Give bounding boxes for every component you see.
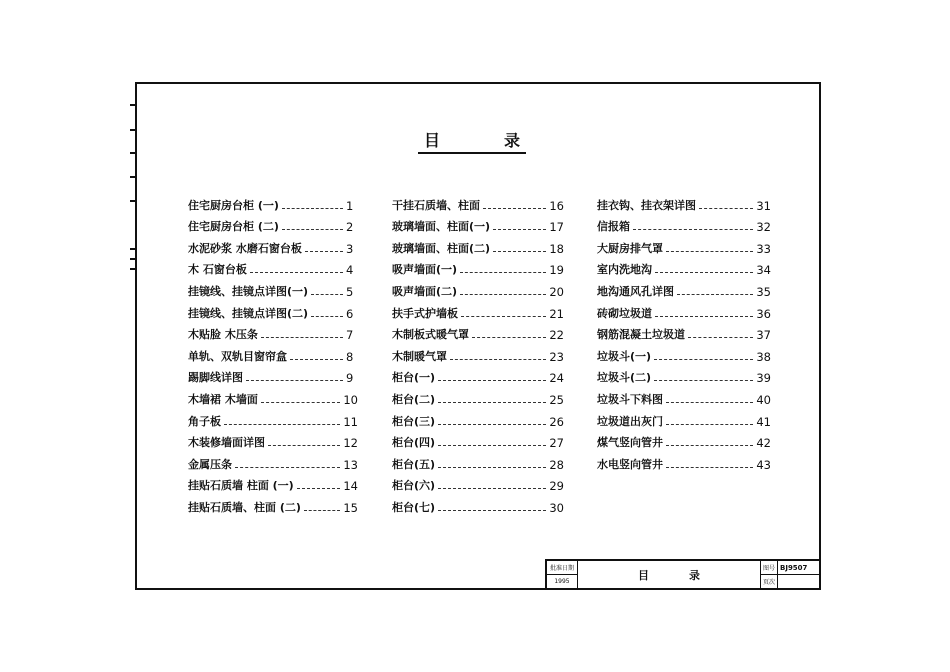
- page-title-right: 录: [503, 130, 520, 150]
- toc-entry-title: 垃圾斗(一): [597, 349, 652, 363]
- toc-entry-title: 柜台(二): [392, 392, 436, 406]
- toc-entry: [392, 342, 564, 364]
- toc-entry-title: 踢脚线详图: [188, 371, 243, 385]
- toc-entry-title: 柜台(五): [392, 457, 436, 471]
- toc-entry: [392, 277, 564, 299]
- toc-leader-line: [438, 488, 546, 489]
- toc-entry: [188, 213, 358, 235]
- toc-leader-line: [311, 294, 343, 295]
- toc-entry-title: 扶手式护墙板: [392, 306, 458, 320]
- toc-entry: [597, 277, 771, 299]
- toc-entry: [188, 385, 358, 407]
- toc-entry-title: 室内洗地沟: [597, 263, 652, 277]
- toc-entry: [597, 213, 771, 235]
- toc-entry-page: 40: [756, 392, 771, 407]
- toc-leader-line: [438, 510, 546, 511]
- toc-entry-page: 33: [756, 241, 771, 256]
- toc-entry: [392, 385, 564, 407]
- toc-entry: [392, 472, 564, 494]
- toc-entry-page: 9: [346, 371, 354, 386]
- toc-entry-page: 34: [756, 263, 771, 278]
- toc-entry: [188, 407, 358, 429]
- atlas-number: BJ9507: [780, 563, 808, 572]
- toc-entry-title: 柜台(一): [392, 371, 436, 385]
- toc-entry-title: 挂衣钩、挂衣架详图: [597, 198, 696, 212]
- toc-entry: [188, 472, 358, 494]
- toc-entry-page: 35: [756, 284, 771, 299]
- toc-leader-line: [688, 337, 753, 338]
- toc-entry: [392, 450, 564, 472]
- toc-entry-page: 5: [346, 284, 354, 299]
- toc-column-3: [597, 191, 771, 472]
- toc-leader-line: [450, 359, 546, 360]
- toc-entry-page: 23: [549, 349, 564, 364]
- toc-entry-title: 木装修墙面详图: [188, 436, 265, 450]
- toc-entry-page: 3: [346, 241, 354, 256]
- toc-entry: [392, 321, 564, 343]
- toc-entry-page: 8: [346, 349, 354, 364]
- toc-entry: [597, 256, 771, 278]
- page-number: [778, 575, 819, 588]
- toc-leader-line: [483, 208, 546, 209]
- toc-leader-line: [666, 424, 753, 425]
- toc-entry-title: 地沟通风孔详图: [597, 284, 674, 298]
- toc-entry: [597, 450, 771, 472]
- toc-entry-page: 19: [549, 263, 564, 278]
- toc-entry-title: 角子板: [188, 414, 221, 428]
- toc-entry-page: 7: [346, 328, 354, 343]
- toc-entry-title: 水电竖向管井: [597, 457, 663, 471]
- toc-entry: [188, 256, 358, 278]
- toc-leader-line: [655, 316, 753, 317]
- margin-tick: [130, 200, 136, 202]
- toc-entry: [188, 429, 358, 451]
- toc-entry-page: 14: [343, 479, 358, 494]
- toc-entry: [597, 299, 771, 321]
- toc-leader-line: [654, 380, 753, 381]
- toc-entry-page: 6: [346, 306, 354, 321]
- title-block: [545, 559, 819, 588]
- toc-entry-title: 吸声墙面(一): [392, 263, 458, 277]
- toc-entry-title: 木 石窗台板: [188, 263, 247, 277]
- toc-entry-page: 25: [549, 392, 564, 407]
- toc-entry-page: 42: [756, 436, 771, 451]
- title-block-meta: [761, 561, 819, 588]
- toc-entry-title: 煤气竖向管井: [597, 436, 663, 450]
- toc-entry: [188, 191, 358, 213]
- toc-entry-page: 26: [549, 414, 564, 429]
- toc-entry-page: 43: [756, 457, 771, 472]
- approval-date-label: 批准日期: [547, 561, 577, 575]
- toc-entry-title: 柜台(四): [392, 436, 436, 450]
- toc-entry-title: 砖砌垃圾道: [597, 306, 652, 320]
- toc-entry-page: 30: [549, 500, 564, 515]
- toc-entry: [188, 321, 358, 343]
- toc-leader-line: [290, 359, 343, 360]
- toc-leader-line: [666, 402, 753, 403]
- margin-tick: [130, 248, 136, 250]
- toc-entry-title: 水泥砂浆 水磨石窗台板: [188, 241, 302, 255]
- toc-leader-line: [311, 316, 343, 317]
- toc-entry-title: 挂贴石质墙 柱面 (一): [188, 479, 294, 493]
- toc-entry-title: 垃圾斗下料图: [597, 392, 663, 406]
- title-block-name: [578, 561, 761, 588]
- toc-entry-page: 11: [343, 414, 358, 429]
- margin-tick: [130, 129, 136, 131]
- toc-entry-title: 木制板式暖气罩: [392, 328, 469, 342]
- toc-entry-title: 挂贴石质墙、柱面 (二): [188, 500, 301, 514]
- toc-entry-title: 住宅厨房台柜 (二): [188, 220, 279, 234]
- toc-entry: [188, 493, 358, 515]
- toc-entry-page: 20: [549, 284, 564, 299]
- toc-entry-title: 柜台(六): [392, 479, 436, 493]
- toc-entry-title: 信报箱: [597, 220, 630, 234]
- toc-entry: [597, 342, 771, 364]
- toc-leader-line: [654, 359, 753, 360]
- toc-leader-line: [261, 337, 343, 338]
- toc-entry-title: 木制暖气罩: [392, 349, 447, 363]
- toc-entry-page: 28: [549, 457, 564, 472]
- toc-entry-page: 31: [756, 198, 771, 213]
- toc-entry-page: 17: [549, 220, 564, 235]
- toc-leader-line: [282, 208, 343, 209]
- toc-entry-page: 4: [346, 263, 354, 278]
- toc-entry-page: 21: [549, 306, 564, 321]
- toc-leader-line: [493, 251, 546, 252]
- toc-entry: [188, 342, 358, 364]
- toc-leader-line: [304, 510, 340, 511]
- toc-column-2: [392, 191, 564, 515]
- toc-entry-page: 27: [549, 436, 564, 451]
- toc-entry: [597, 234, 771, 256]
- toc-leader-line: [460, 294, 546, 295]
- toc-entry-page: 12: [343, 436, 358, 451]
- toc-leader-line: [438, 467, 546, 468]
- toc-leader-line: [235, 467, 340, 468]
- toc-entry: [392, 429, 564, 451]
- toc-entry-page: 22: [549, 328, 564, 343]
- toc-entry-title: 柜台(七): [392, 500, 436, 514]
- toc-entry-page: 37: [756, 328, 771, 343]
- margin-tick: [130, 268, 136, 270]
- toc-leader-line: [246, 380, 343, 381]
- margin-tick: [130, 152, 136, 154]
- toc-entry: [392, 191, 564, 213]
- toc-leader-line: [677, 294, 753, 295]
- toc-entry-page: 29: [549, 479, 564, 494]
- toc-entry-title: 玻璃墙面、柱面(一): [392, 220, 491, 234]
- toc-entry-page: 36: [756, 306, 771, 321]
- toc-entry-title: 钢筋混凝土垃圾道: [597, 328, 685, 342]
- toc-leader-line: [461, 316, 546, 317]
- toc-leader-line: [268, 445, 340, 446]
- toc-entry-title: 金属压条: [188, 457, 232, 471]
- toc-entry: [188, 364, 358, 386]
- toc-leader-line: [655, 272, 753, 273]
- toc-entry-page: 10: [343, 392, 358, 407]
- toc-entry: [188, 299, 358, 321]
- page-number-label: 页次: [761, 575, 778, 588]
- toc-leader-line: [261, 402, 341, 403]
- toc-entry: [597, 191, 771, 213]
- toc-entry: [392, 256, 564, 278]
- toc-entry-page: 24: [549, 371, 564, 386]
- toc-entry-page: 38: [756, 349, 771, 364]
- toc-entry-title: 挂镜线、挂镜点详图(二): [188, 306, 309, 320]
- toc-entry: [597, 321, 771, 343]
- toc-entry: [188, 277, 358, 299]
- toc-entry-page: 1: [346, 198, 354, 213]
- toc-entry-title: 垃圾道出灰门: [597, 414, 663, 428]
- toc-entry-title: 木贴脸 木压条: [188, 328, 258, 342]
- toc-entry-page: 18: [549, 241, 564, 256]
- toc-leader-line: [666, 445, 753, 446]
- toc-leader-line: [472, 337, 546, 338]
- toc-entry-page: 13: [343, 457, 358, 472]
- title-block-name-right: 录: [689, 568, 700, 582]
- toc-entry-title: 干挂石质墙、柱面: [392, 198, 480, 212]
- toc-leader-line: [305, 251, 343, 252]
- toc-leader-line: [438, 402, 546, 403]
- toc-leader-line: [297, 488, 341, 489]
- toc-entry-title: 挂镜线、挂镜点详图(一): [188, 284, 309, 298]
- toc-entry-page: 39: [756, 371, 771, 386]
- toc-entry-page: 16: [549, 198, 564, 213]
- toc-leader-line: [493, 229, 546, 230]
- toc-entry: [188, 450, 358, 472]
- margin-tick: [130, 258, 136, 260]
- toc-leader-line: [438, 380, 546, 381]
- toc-entry: [597, 407, 771, 429]
- toc-entry-title: 大厨房排气罩: [597, 241, 663, 255]
- toc-leader-line: [250, 272, 343, 273]
- toc-leader-line: [438, 445, 546, 446]
- toc-entry: [392, 213, 564, 235]
- toc-entry-title: 木墙裙 木墙面: [188, 392, 258, 406]
- toc-entry-page: 15: [343, 500, 358, 515]
- toc-leader-line: [666, 467, 753, 468]
- toc-entry: [188, 234, 358, 256]
- page-title: [418, 126, 526, 154]
- toc-leader-line: [699, 208, 753, 209]
- toc-entry-page: 41: [756, 414, 771, 429]
- title-block-date: [547, 561, 578, 588]
- toc-entry: [597, 385, 771, 407]
- toc-entry-page: 32: [756, 220, 771, 235]
- toc-entry-title: 柜台(三): [392, 414, 436, 428]
- toc-entry: [392, 234, 564, 256]
- atlas-number-label: 图号: [761, 561, 778, 574]
- toc-leader-line: [460, 272, 546, 273]
- toc-entry: [392, 493, 564, 515]
- toc-leader-line: [633, 229, 753, 230]
- toc-entry: [392, 364, 564, 386]
- toc-entry: [392, 407, 564, 429]
- title-block-name-left: 目: [638, 568, 649, 582]
- toc-entry-title: 单轨、双轨目窗帘盒: [188, 349, 287, 363]
- toc-leader-line: [666, 251, 753, 252]
- toc-entry-title: 吸声墙面(二): [392, 284, 458, 298]
- toc-entry-title: 玻璃墙面、柱面(二): [392, 241, 491, 255]
- toc-entry-title: 垃圾斗(二): [597, 371, 652, 385]
- toc-leader-line: [438, 424, 546, 425]
- toc-entry: [597, 364, 771, 386]
- toc-entry-page: 2: [346, 220, 354, 235]
- approval-year: 1995: [554, 578, 570, 585]
- toc-entry: [597, 429, 771, 451]
- toc-column-1: [188, 191, 358, 515]
- margin-tick: [130, 176, 136, 178]
- margin-tick: [130, 104, 136, 106]
- toc-leader-line: [282, 229, 343, 230]
- toc-leader-line: [224, 424, 340, 425]
- page-title-left: 目: [424, 130, 441, 150]
- toc-entry-title: 住宅厨房台柜 (一): [188, 198, 279, 212]
- toc-entry: [392, 299, 564, 321]
